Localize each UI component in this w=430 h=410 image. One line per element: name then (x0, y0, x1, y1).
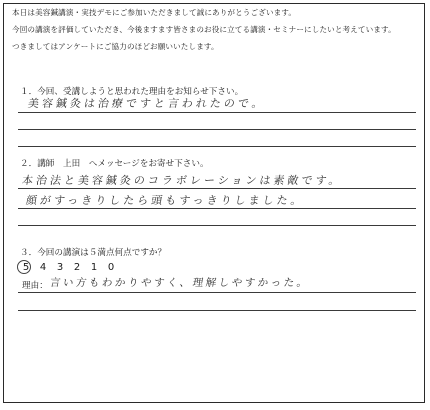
answer-line (18, 208, 416, 209)
question-1-title: １．今回、受講しようと思われた理由をお知らせ下さい。 (20, 87, 244, 97)
score-scale (22, 262, 115, 273)
score-option: 5 (22, 262, 30, 273)
answer-line (18, 129, 416, 130)
answer-line (18, 292, 416, 293)
score-option: 4 (39, 262, 47, 273)
intro-line-2: 今回の講演を評価していただき、今後ますます皆さまのお役に立てる講演・セミナーにしたいと考えています。 (12, 25, 396, 34)
answer-line (18, 146, 416, 147)
answer-line (18, 225, 416, 226)
question-2-title: ２．講師 上田 へメッセージをお寄せ下さい。 (20, 159, 209, 169)
score-option: 3 (56, 262, 64, 273)
question-1-answer: 美容鍼灸は治療ですと言われたので。 (27, 97, 267, 110)
question-3-reason-answer: 言い方もわかりやすく、理解しやすかった。 (49, 277, 311, 289)
score-option: 2 (73, 262, 81, 273)
intro-line-1: 本日は美容鍼講演・実技デモにご参加いただきまして誠にありがとうございます。 (12, 8, 297, 17)
score-option: 0 (107, 262, 115, 273)
score-option: 1 (90, 262, 98, 273)
intro-line-3: つきましてはアンケートにご協力のほどお願いいたします。 (12, 42, 219, 51)
answer-line (18, 310, 416, 311)
question-2-answer-line-1: 本治法と美容鍼灸のコラボレーションは素敵です。 (21, 174, 344, 187)
answer-line (18, 112, 416, 113)
question-3-title: ３．今回の講演は５満点何点ですか？ (20, 248, 167, 258)
reason-label: 理由： (22, 281, 48, 291)
answer-line (18, 188, 416, 189)
question-2-answer-line-2: 顔がすっきりしたら頭もすっきりしました。 (25, 194, 306, 207)
